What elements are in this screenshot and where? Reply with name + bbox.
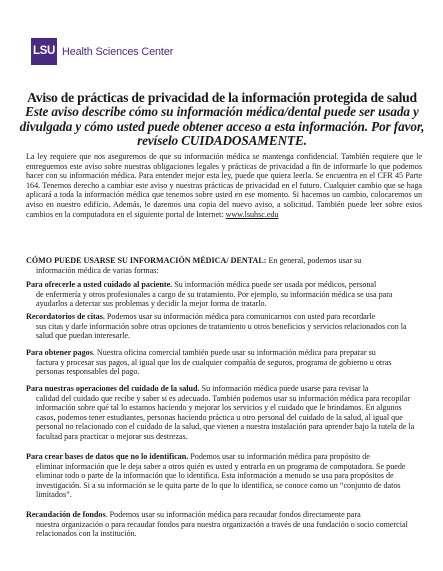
- section-body: calidad del cuidado que recibe y saber si es adecuado. También podemos usar su información médica para recopilar información sobre qué tal lo estamos haciendo y mejorar los servicios y el cuidado que le brindamos. En algunos casos, podemos tener estudiantes, personas haciendo práctica u otro personal del cuidado de la salud, al igual que personal no relacionado con el cuidado de la salud, que vienen a nuestra instalación para aprender bajo la tutela de la facultad para practicar o mejorar sus destrezas.: [36, 393, 415, 441]
- section-body: de enfermería y otros profesionales a cargo de su tratamiento. Por ejemplo, su información médica se usa para ayudarlos a detectar sus problemas y decidir la mejor forma de tratarlo.: [36, 289, 393, 309]
- section-uses: [26, 256, 418, 275]
- section-heading: Recordatorios de citas.: [26, 312, 105, 321]
- section-health-operations: [26, 384, 418, 442]
- section-first-line: . Podemos usar su información médica para recaudar fondos directamente para: [105, 510, 361, 519]
- section-body: nuestra organización o para recaudar fondos para nuestra organización a través de una fundación o socio comercial relacionados con la institución.: [36, 519, 408, 539]
- intro-paragraph: [26, 152, 422, 219]
- section-first-line: En general, podemos usar su: [266, 256, 362, 265]
- section-body: factura y procesar sus pagos, al igual que los de cualquier compañía de seguros, programa de gobierno u otras personas responsables del pago.: [36, 357, 392, 377]
- lsu-logo-name: Health Sciences Center: [62, 45, 174, 58]
- section-first-line: Su información médica puede usarse para revisar la: [199, 384, 369, 393]
- section-heading: Recaudación de fondos: [26, 510, 106, 519]
- intro-text: La ley requiere que nos aseguremos de que su información médica se mantenga confidencial. También requiere que le entreguemos este aviso sobre nuestras obligaciones legales y prácticas de privacidad a fin de informarle lo que podemos hacer con su información médica. Para entender mejor esta ley, puede que quiera leerla. Se encuentra en el CFR 45 Parte 164. Tenemos derecho a cambiar este aviso y nuestras prácticas de privacidad en el futuro. Cualquier cambio que se haga aplicará a toda la información médica que tenemos sobre usted en ese momento. Si hacemos un cambio, colocaremos un aviso en nuestro edificio. Además, le daremos una copia del nuevo aviso, a solicitud. También puede leer sobre estos cambios en la computadora en el siguiente portal de Internet:: [26, 152, 422, 219]
- page-title: Aviso de prácticas de privacidad de la información protegida de salud: [27, 90, 417, 105]
- section-body: eliminar información que le deja saber a otros quién es usted y entrarla en un programa de computadora. Se puede eliminar todo o parte de la información que lo identifica. Esta información a menudo se usa para propósitos de investigación. Si a su información se le quita parte de lo que lo identifica, se conoce como un “conjunto de datos limitados”.: [36, 461, 406, 500]
- section-fundraising: [26, 510, 418, 539]
- section-appointment-reminders: [26, 312, 418, 341]
- lsu-logo: [31, 38, 173, 65]
- section-heading: Para crear bases de datos que no lo identifican.: [26, 452, 189, 461]
- section-first-line: . Nuestra oficina comercial también puede usar su información médica para preparar su: [92, 348, 376, 357]
- page-subtitle: Este aviso describe cómo su información médica/dental puede ser usada y divulgada y cómo usted puede obtener acceso a esta información. Por favor, revíselo CUIDADOSAMENTE.: [19, 104, 425, 149]
- section-first-line: Podemos usar su información médica para comunicarnos con usted para recordarle: [104, 312, 376, 321]
- section-first-line: Podemos usar su información médica para propósito de: [188, 452, 370, 461]
- section-body: información médica de varias formas:: [36, 265, 159, 275]
- website-link[interactable]: www.lsuhsc.edu: [225, 209, 279, 219]
- section-first-line: Su información médica puede ser usada por médicos, personal: [172, 280, 377, 289]
- section-heading: CÓMO PUEDE USARSE SU INFORMACIÓN MÉDICA/ DENTAL:: [26, 256, 267, 265]
- section-payments: [26, 348, 418, 377]
- section-heading: Para nuestras operaciones del cuidado de la salud.: [26, 384, 200, 393]
- section-patient-care: [26, 280, 418, 309]
- section-heading: Para obtener pagos: [26, 348, 93, 357]
- lsu-logo-mark: LSU: [31, 38, 57, 65]
- section-databases: [26, 452, 418, 500]
- section-heading: Para ofrecerle a usted cuidado al paciente.: [26, 280, 173, 289]
- intro-block: [26, 152, 422, 219]
- section-body: sus citas y darle información sobre otras opciones de tratamiento u otros beneficios y servicios relacionados con la salud que puedan interesarle.: [36, 321, 407, 341]
- title-block: [14, 91, 430, 149]
